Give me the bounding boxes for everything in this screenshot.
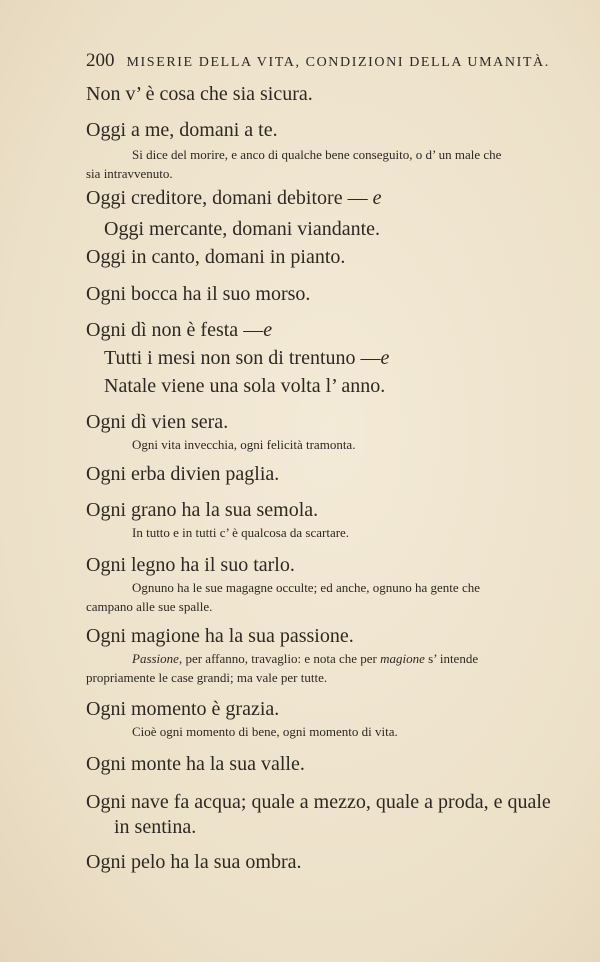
proverb-note [86, 649, 532, 687]
note-line [132, 649, 532, 668]
proverb-entry [86, 697, 536, 741]
proverb-line: Ogni monte ha la sua valle. [86, 753, 305, 775]
note-italic: Passione [132, 651, 179, 666]
proverb-text: Oggi creditore, domani debitore — [86, 187, 368, 209]
proverb-text: Ogni dì non è festa — [86, 319, 264, 341]
proverb-entry [86, 410, 536, 454]
note-text: s’ intende [424, 651, 479, 666]
proverb-line: Ogni erba divien paglia. [86, 463, 280, 485]
running-title: MISERIE DELLA VITA, CONDIZIONI DELLA UMANITÀ. [126, 55, 550, 70]
conjunction: e [372, 187, 382, 209]
note-line: campano alle sue spalle. [86, 599, 213, 614]
note-line: Cioè ogni momento di bene, ogni momento di vita. [132, 724, 398, 739]
proverb-note [86, 145, 532, 183]
proverb-line: Ogni bocca ha il suo morso. [86, 283, 311, 305]
note-line: Ogni vita invecchia, ogni felicità tramonta. [132, 437, 356, 452]
note-line: propriamente le case grandi; ma vale per tutte. [86, 670, 328, 685]
proverb-entry [86, 282, 536, 307]
proverb-line: Natale viene una sola volta l’ anno. [104, 375, 386, 397]
proverb-line [86, 186, 536, 211]
conjunction: e [263, 319, 273, 341]
proverb-line [86, 346, 536, 371]
running-header [86, 50, 550, 72]
proverb-line: Ogni momento è grazia. [86, 698, 280, 720]
proverb-entry [86, 850, 536, 875]
proverb-entry [86, 790, 551, 840]
proverb-line: Ogni dì vien sera. [86, 411, 229, 433]
proverb-line: Non v’ è cosa che sia sicura. [86, 83, 313, 105]
note-line: sia intravvenuto. [86, 166, 173, 181]
proverb-entry [86, 186, 536, 242]
proverb-line: Ogni grano ha la sua semola. [86, 499, 319, 521]
proverb-note [86, 578, 532, 616]
proverb-line [86, 318, 536, 343]
proverb-entry [86, 82, 536, 107]
proverb-entry [86, 498, 536, 542]
conjunction: e [380, 347, 390, 369]
proverb-entry [86, 118, 536, 183]
proverb-line: Oggi in canto, domani in pianto. [86, 246, 346, 268]
proverb-text: Tutti i mesi non son di trentuno — [104, 347, 381, 369]
note-line: Si dice del morire, e anco di qualche bene conseguito, o d’ un male che [132, 147, 502, 162]
proverb-line: Ogni legno ha il suo tarlo. [86, 554, 295, 576]
proverb-line: Ogni pelo ha la sua ombra. [86, 851, 302, 873]
note-italic: magione [380, 651, 425, 666]
proverb-line: Oggi a me, domani a te. [86, 119, 278, 141]
proverb-entry [86, 245, 536, 270]
note-line: Ognuno ha le sue magagne occulte; ed anche, ognuno ha gente che [132, 580, 480, 595]
note-line: In tutto e in tutti c’ è qualcosa da scartare. [132, 525, 350, 540]
page-number: 200 [86, 50, 115, 71]
proverb-entry [86, 318, 536, 399]
proverb-line: Oggi mercante, domani viandante. [104, 218, 381, 240]
proverb-entry [86, 553, 536, 616]
proverb-line: in sentina. [114, 816, 197, 838]
proverb-entry [86, 624, 536, 687]
note-text: , per affanno, travaglio: e nota che per [178, 651, 381, 666]
proverb-line: Ogni nave fa acqua; quale a mezzo, quale a proda, e quale [86, 791, 551, 813]
proverb-line: Ogni magione ha la sua passione. [86, 625, 354, 647]
proverb-entry [86, 462, 536, 487]
proverb-entry [86, 752, 536, 777]
